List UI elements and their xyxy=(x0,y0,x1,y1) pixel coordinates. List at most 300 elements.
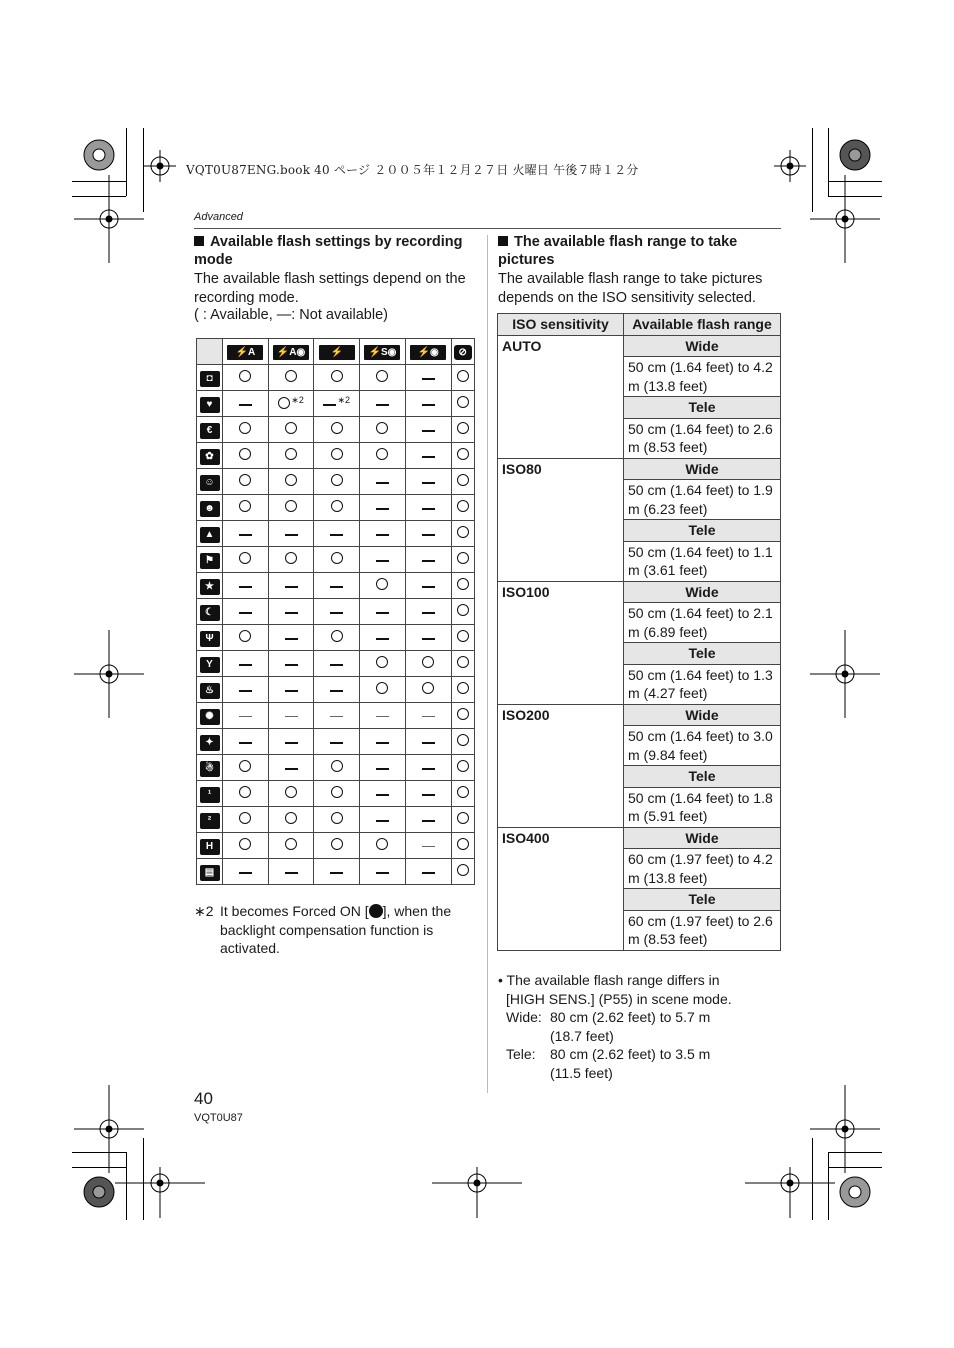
unavailable-dash-icon xyxy=(285,716,298,717)
unavailable-cell xyxy=(360,599,406,625)
note-tele-label: Tele: xyxy=(506,1046,536,1062)
unavailable-dash-icon xyxy=(330,742,343,744)
unavailable-dash-icon xyxy=(239,404,252,406)
table-row xyxy=(197,859,475,885)
snow-scene-icon: ☃ xyxy=(200,761,220,777)
unavailable-cell xyxy=(314,599,360,625)
unavailable-dash-icon xyxy=(239,586,252,588)
available-cell xyxy=(268,469,314,495)
available-circle-icon xyxy=(422,682,434,694)
flash-header-row xyxy=(197,339,475,365)
unavailable-dash-icon xyxy=(422,508,435,510)
unavailable-dash-icon xyxy=(285,586,298,588)
range-value-cell: 50 cm (1.64 feet) to 2.6 m (8.53 feet) xyxy=(624,418,781,458)
unavailable-cell xyxy=(360,807,406,833)
available-cell xyxy=(451,365,474,391)
available-cell xyxy=(223,807,269,833)
table-row xyxy=(197,703,475,729)
mode-cell xyxy=(197,573,223,599)
mode-cell xyxy=(197,417,223,443)
right-intro: The available flash range to take pictures depends on the ISO sensitivity selected. xyxy=(498,271,763,306)
available-cell xyxy=(268,781,314,807)
mode-cell xyxy=(197,677,223,703)
available-circle-icon xyxy=(376,422,388,434)
available-cell xyxy=(314,443,360,469)
column-header: Available flash range xyxy=(624,314,781,336)
available-circle-icon xyxy=(331,474,343,486)
unavailable-cell xyxy=(223,573,269,599)
available-cell xyxy=(451,677,474,703)
unavailable-cell xyxy=(314,859,360,885)
available-cell xyxy=(451,417,474,443)
unavailable-cell xyxy=(405,573,451,599)
unavailable-dash-icon xyxy=(239,534,252,536)
available-cell xyxy=(451,807,474,833)
unavailable-cell xyxy=(268,677,314,703)
unavailable-cell xyxy=(268,573,314,599)
available-cell xyxy=(451,625,474,651)
flash-settings-table xyxy=(196,338,475,885)
unavailable-cell xyxy=(360,625,406,651)
range-value-cell: 50 cm (1.64 feet) to 1.9 m (6.23 feet) xyxy=(624,480,781,520)
unavailable-dash-icon xyxy=(239,716,252,717)
range-value-cell: 50 cm (1.64 feet) to 3.0 m (9.84 feet) xyxy=(624,726,781,766)
night-portrait-scene-icon: ★ xyxy=(200,579,220,595)
forced-flash-on-icon xyxy=(369,904,383,918)
available-cell xyxy=(451,521,474,547)
unavailable-cell xyxy=(223,521,269,547)
unavailable-cell xyxy=(314,677,360,703)
mode-cell xyxy=(197,443,223,469)
unavailable-dash-icon xyxy=(376,638,389,640)
unavailable-dash-icon xyxy=(239,872,252,874)
unavailable-dash-icon xyxy=(285,534,298,536)
unavailable-dash-icon xyxy=(285,872,298,874)
available-circle-icon xyxy=(285,812,297,824)
unavailable-cell xyxy=(360,521,406,547)
unavailable-dash-icon xyxy=(422,404,435,406)
available-cell xyxy=(451,781,474,807)
unavailable-dash-icon xyxy=(323,404,336,406)
flash-mode-icon: ⚡◉ xyxy=(410,345,446,360)
fireworks-scene-icon: ✺ xyxy=(200,709,220,725)
unavailable-dash-icon xyxy=(376,768,389,770)
unavailable-cell xyxy=(360,755,406,781)
baby2-scene-icon: ² xyxy=(200,813,220,829)
night-scenery-scene-icon: ☾ xyxy=(200,605,220,621)
unavailable-cell xyxy=(268,651,314,677)
unavailable-cell xyxy=(223,391,269,417)
flash-mode-icon: ⊘ xyxy=(454,345,472,360)
mode-cell xyxy=(197,469,223,495)
flash-mode-icon: ⚡ xyxy=(319,345,355,360)
available-circle-icon xyxy=(285,500,297,512)
normal-picture-mode-icon: ◘ xyxy=(200,371,220,387)
food-scene-icon: Ψ xyxy=(200,631,220,647)
available-cell xyxy=(314,469,360,495)
available-cell xyxy=(223,547,269,573)
unavailable-dash-icon xyxy=(422,820,435,822)
unavailable-cell xyxy=(223,859,269,885)
available-cell xyxy=(223,443,269,469)
available-cell xyxy=(268,365,314,391)
available-circle-icon xyxy=(457,526,469,538)
available-cell xyxy=(223,417,269,443)
mode-cell xyxy=(197,859,223,885)
available-circle-icon xyxy=(457,812,469,824)
available-circle-icon xyxy=(457,838,469,850)
left-intro: The available flash settings depend on the recording mode. xyxy=(194,271,466,306)
available-circle-icon xyxy=(285,474,297,486)
available-cell xyxy=(223,781,269,807)
available-circle-icon xyxy=(239,370,251,382)
available-cell xyxy=(268,443,314,469)
iso-value-cell: AUTO xyxy=(498,335,624,458)
available-circle-icon xyxy=(331,500,343,512)
unavailable-cell xyxy=(405,703,451,729)
available-circle-icon xyxy=(457,656,469,668)
available-circle-icon xyxy=(457,500,469,512)
table-row xyxy=(197,781,475,807)
unavailable-cell xyxy=(360,547,406,573)
unavailable-cell xyxy=(223,729,269,755)
flash-mode-header xyxy=(360,339,406,365)
available-circle-icon xyxy=(331,370,343,382)
unavailable-dash-icon xyxy=(422,846,435,847)
table-row xyxy=(197,391,475,417)
available-cell xyxy=(451,495,474,521)
available-cell xyxy=(314,547,360,573)
table-row xyxy=(498,704,781,726)
unavailable-cell xyxy=(268,625,314,651)
footnote-reference: ∗2 xyxy=(291,395,304,406)
range-value-cell: 50 cm (1.64 feet) to 1.3 m (4.27 feet) xyxy=(624,664,781,704)
unavailable-cell xyxy=(223,651,269,677)
candle-light-scene-icon: ♨ xyxy=(200,683,220,699)
unavailable-cell xyxy=(405,807,451,833)
available-cell xyxy=(451,729,474,755)
header-rule xyxy=(194,228,781,229)
unavailable-cell xyxy=(405,469,451,495)
unavailable-cell xyxy=(405,599,451,625)
available-cell xyxy=(451,547,474,573)
unavailable-cell xyxy=(314,703,360,729)
available-cell xyxy=(360,833,406,859)
table-row xyxy=(197,365,475,391)
zoom-label-cell: Wide xyxy=(624,458,781,480)
unavailable-dash-icon xyxy=(239,612,252,614)
available-circle-icon xyxy=(457,682,469,694)
iso-value-cell: ISO200 xyxy=(498,704,624,827)
unavailable-dash-icon xyxy=(422,456,435,458)
available-circle-icon xyxy=(457,396,469,408)
unavailable-dash-icon xyxy=(285,664,298,666)
range-value-cell: 50 cm (1.64 feet) to 2.1 m (6.89 feet) xyxy=(624,603,781,643)
available-circle-icon xyxy=(285,552,297,564)
macro-mode-icon: ✿ xyxy=(200,449,220,465)
available-cell xyxy=(314,365,360,391)
available-cell xyxy=(451,859,474,885)
available-cell xyxy=(405,651,451,677)
available-cell xyxy=(223,469,269,495)
available-circle-icon xyxy=(457,734,469,746)
unavailable-cell xyxy=(268,521,314,547)
mode-cell xyxy=(197,625,223,651)
unavailable-cell xyxy=(360,495,406,521)
table-row xyxy=(197,677,475,703)
flash-mode-header xyxy=(268,339,314,365)
footnote-reference: ∗2 xyxy=(337,395,351,406)
unavailable-cell xyxy=(314,521,360,547)
right-heading: The available flash range to take pictures xyxy=(498,234,738,268)
mode-cell xyxy=(197,599,223,625)
unavailable-cell xyxy=(405,755,451,781)
table-row xyxy=(197,469,475,495)
available-circle-icon xyxy=(239,448,251,460)
unavailable-dash-icon xyxy=(376,820,389,822)
unavailable-cell xyxy=(268,859,314,885)
unavailable-cell xyxy=(405,521,451,547)
unavailable-dash-icon xyxy=(330,612,343,614)
zoom-label-cell: Wide xyxy=(624,581,781,603)
table-row xyxy=(197,547,475,573)
range-value-cell: 50 cm (1.64 feet) to 1.1 m (3.61 feet) xyxy=(624,541,781,581)
unavailable-cell xyxy=(314,391,360,417)
unavailable-cell xyxy=(405,547,451,573)
iso-value-cell: ISO80 xyxy=(498,458,624,581)
flash-mode-header xyxy=(451,339,474,365)
economy-mode-icon: € xyxy=(200,423,220,439)
available-cell xyxy=(268,391,314,417)
flash-mode-header xyxy=(223,339,269,365)
zoom-label-cell: Tele xyxy=(624,520,781,542)
available-cell xyxy=(451,599,474,625)
simple-mode-icon: ♥ xyxy=(200,397,220,413)
unavailable-cell xyxy=(405,365,451,391)
table-row xyxy=(197,755,475,781)
available-cell xyxy=(360,443,406,469)
available-circle-icon xyxy=(331,552,343,564)
unavailable-dash-icon xyxy=(422,612,435,614)
unavailable-cell xyxy=(405,729,451,755)
unavailable-dash-icon xyxy=(330,872,343,874)
iso-flash-range-table xyxy=(497,313,781,951)
unavailable-cell xyxy=(405,443,451,469)
unavailable-dash-icon xyxy=(376,612,389,614)
column-header: ISO sensitivity xyxy=(498,314,624,336)
available-circle-icon xyxy=(331,760,343,772)
unavailable-cell xyxy=(268,599,314,625)
unavailable-dash-icon xyxy=(422,716,435,717)
available-circle-icon xyxy=(457,604,469,616)
available-cell xyxy=(451,703,474,729)
available-cell xyxy=(314,781,360,807)
party-scene-icon: Y xyxy=(200,657,220,673)
available-cell xyxy=(451,443,474,469)
table-row xyxy=(498,827,781,849)
available-circle-icon xyxy=(331,786,343,798)
motion-picture-mode-icon: ▤ xyxy=(200,865,220,881)
unavailable-dash-icon xyxy=(376,742,389,744)
zoom-label-cell: Tele xyxy=(624,766,781,788)
zoom-label-cell: Wide xyxy=(624,335,781,357)
available-cell xyxy=(223,833,269,859)
table-row xyxy=(197,417,475,443)
unavailable-dash-icon xyxy=(285,768,298,770)
unavailable-dash-icon xyxy=(239,664,252,666)
unavailable-cell xyxy=(405,391,451,417)
unavailable-dash-icon xyxy=(376,404,389,406)
unavailable-dash-icon xyxy=(239,742,252,744)
unavailable-dash-icon xyxy=(422,768,435,770)
available-cell xyxy=(360,417,406,443)
available-cell xyxy=(268,547,314,573)
unavailable-dash-icon xyxy=(376,508,389,510)
iso-header-row xyxy=(498,314,781,336)
unavailable-dash-icon xyxy=(422,872,435,874)
mode-cell xyxy=(197,521,223,547)
page-number: 40 xyxy=(194,1089,213,1108)
mode-cell xyxy=(197,547,223,573)
unavailable-dash-icon xyxy=(376,794,389,796)
table-row xyxy=(197,625,475,651)
available-cell xyxy=(451,833,474,859)
available-circle-icon xyxy=(239,500,251,512)
unavailable-dash-icon xyxy=(422,534,435,536)
unavailable-cell xyxy=(405,859,451,885)
table-row xyxy=(197,807,475,833)
available-circle-icon xyxy=(285,370,297,382)
available-circle-icon xyxy=(239,552,251,564)
portrait-scene-icon: ☺ xyxy=(200,475,220,491)
available-cell xyxy=(223,495,269,521)
unavailable-cell xyxy=(314,573,360,599)
available-circle-icon xyxy=(457,448,469,460)
starry-sky-scene-icon: ✦ xyxy=(200,735,220,751)
available-cell xyxy=(223,625,269,651)
available-cell xyxy=(314,807,360,833)
unavailable-dash-icon xyxy=(376,482,389,484)
available-cell xyxy=(314,417,360,443)
available-circle-icon xyxy=(376,370,388,382)
unavailable-cell xyxy=(360,391,406,417)
mode-cell xyxy=(197,807,223,833)
soft-skin-scene-icon: ☻ xyxy=(200,501,220,517)
unavailable-dash-icon xyxy=(330,690,343,692)
iso-value-cell: ISO400 xyxy=(498,827,624,950)
available-circle-icon xyxy=(331,838,343,850)
unavailable-dash-icon xyxy=(422,586,435,588)
available-cell xyxy=(360,573,406,599)
available-cell xyxy=(223,365,269,391)
mode-cell xyxy=(197,651,223,677)
unavailable-dash-icon xyxy=(422,430,435,432)
available-circle-icon xyxy=(239,422,251,434)
range-value-cell: 50 cm (1.64 feet) to 4.2 m (13.8 feet) xyxy=(624,357,781,397)
unavailable-cell xyxy=(405,495,451,521)
available-circle-icon xyxy=(457,786,469,798)
left-legend: ( : Available, —: Not available) xyxy=(194,307,388,323)
unavailable-dash-icon xyxy=(422,638,435,640)
unavailable-dash-icon xyxy=(376,560,389,562)
available-circle-icon xyxy=(331,812,343,824)
unavailable-cell xyxy=(223,677,269,703)
mode-cell xyxy=(197,781,223,807)
table-row xyxy=(498,581,781,603)
mode-cell xyxy=(197,833,223,859)
available-cell xyxy=(314,833,360,859)
mode-cell xyxy=(197,495,223,521)
available-cell xyxy=(314,625,360,651)
unavailable-cell xyxy=(360,781,406,807)
table-row xyxy=(197,495,475,521)
available-cell xyxy=(268,807,314,833)
flash-mode-header xyxy=(314,339,360,365)
available-cell xyxy=(360,651,406,677)
note-tele-value: 80 cm (2.62 feet) to 3.5 m (11.5 feet) xyxy=(550,1046,711,1081)
available-circle-icon xyxy=(422,656,434,668)
unavailable-dash-icon xyxy=(285,690,298,692)
unavailable-dash-icon xyxy=(376,534,389,536)
available-circle-icon xyxy=(457,474,469,486)
zoom-label-cell: Wide xyxy=(624,827,781,849)
zoom-label-cell: Wide xyxy=(624,704,781,726)
unavailable-dash-icon xyxy=(285,612,298,614)
available-circle-icon xyxy=(285,422,297,434)
flash-mode-icon: ⚡S◉ xyxy=(364,345,400,360)
available-cell xyxy=(451,573,474,599)
available-circle-icon xyxy=(239,474,251,486)
mode-cell xyxy=(197,703,223,729)
unavailable-dash-icon xyxy=(422,378,435,380)
available-circle-icon xyxy=(331,422,343,434)
range-value-cell: 60 cm (1.97 feet) to 2.6 m (8.53 feet) xyxy=(624,910,781,950)
available-cell xyxy=(268,417,314,443)
unavailable-dash-icon xyxy=(422,794,435,796)
available-cell xyxy=(360,365,406,391)
table-row xyxy=(498,335,781,357)
sports-scene-icon: ⚑ xyxy=(200,553,220,569)
available-cell xyxy=(451,391,474,417)
flash-mode-header xyxy=(405,339,451,365)
available-cell xyxy=(451,469,474,495)
available-cell xyxy=(268,495,314,521)
square-bullet-icon xyxy=(498,236,508,246)
zoom-label-cell: Tele xyxy=(624,397,781,419)
available-circle-icon xyxy=(239,630,251,642)
unavailable-cell xyxy=(405,781,451,807)
unavailable-cell xyxy=(405,417,451,443)
column-divider xyxy=(487,235,488,1093)
available-cell xyxy=(268,833,314,859)
mode-cell xyxy=(197,729,223,755)
available-cell xyxy=(360,677,406,703)
flash-mode-icon: ⚡A◉ xyxy=(273,345,309,360)
unavailable-cell xyxy=(314,651,360,677)
available-circle-icon xyxy=(457,552,469,564)
table-row xyxy=(197,729,475,755)
available-cell xyxy=(314,495,360,521)
available-circle-icon xyxy=(239,812,251,824)
available-circle-icon xyxy=(239,786,251,798)
available-cell xyxy=(405,677,451,703)
available-cell xyxy=(223,755,269,781)
available-circle-icon xyxy=(331,630,343,642)
available-circle-icon xyxy=(285,786,297,798)
mode-cell xyxy=(197,391,223,417)
iso-value-cell: ISO100 xyxy=(498,581,624,704)
available-cell xyxy=(314,755,360,781)
